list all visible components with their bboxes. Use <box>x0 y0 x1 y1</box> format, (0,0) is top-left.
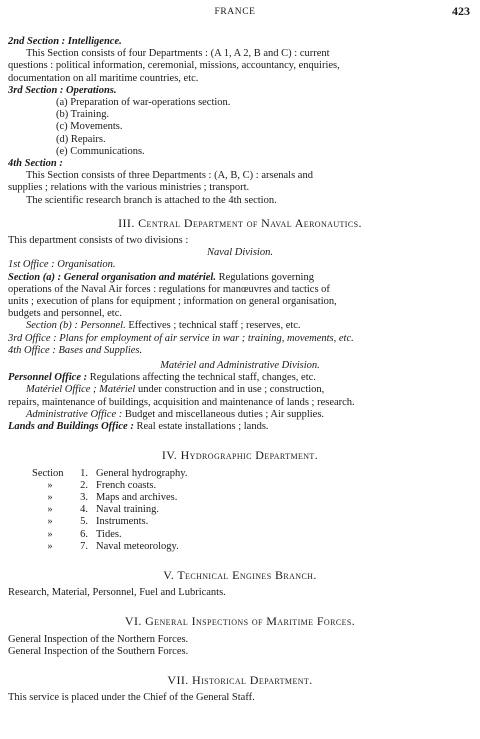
materiel-office-text: under construction and in use ; construction, <box>135 384 325 396</box>
section-a-line-2: operations of the Naval Air forces : regulations for manœuvres and tactics of <box>8 283 330 295</box>
list-item: » 6. Tides. <box>47 528 122 540</box>
operations-item: (c) Movements. <box>56 121 123 133</box>
admin-office-text: Budget and miscellaneous duties ; Air supplies. <box>122 408 325 420</box>
engines-text: Research, Material, Personnel, Fuel and Lubricants. <box>8 587 226 599</box>
intelligence-line-2: questions : political information, ceremonial, missions, accountancy, enquiries, <box>8 60 340 72</box>
list-item: » 5. Instruments. <box>47 516 149 528</box>
lands-office-text: Real estate installations ; lands. <box>133 421 269 433</box>
intelligence-line-3: documentation on all maritime countries, etc. <box>8 72 199 84</box>
aeronautics-intro: This department consists of two divisions : <box>8 235 189 247</box>
section-b-text: Effectives ; technical staff ; reserves, etc. <box>125 320 301 332</box>
fourth-line-1: This Section consists of three Departments : (A, B, C) : arsenals and <box>26 170 313 182</box>
admin-office-label: Administrative Office : <box>26 408 123 420</box>
third-office-label: 3rd Office : Plans for employment of air service in war ; training, movements, etc. <box>8 332 354 344</box>
hydrographic-heading: IV. Hydrographic Department. <box>161 448 319 463</box>
first-office-label: 1st Office : Organisation. <box>8 259 116 271</box>
historical-heading: VII. Historical Department. <box>167 672 313 687</box>
fourth-line-3: The scientific research branch is attached to the 4th section. <box>26 194 277 206</box>
intelligence-line-1: This Section consists of four Departments : (A 1, A 2, B and C) : current <box>26 48 330 60</box>
materiel-division-subheading: Matériel and Administrative Division. <box>160 360 320 372</box>
running-title: FRANCE <box>214 7 256 17</box>
list-item: » 2. French coasts. <box>47 479 157 491</box>
operations-item: (d) Repairs. <box>56 133 106 145</box>
operations-item: (b) Training. <box>56 109 110 121</box>
operations-section-label: 3rd Section : Operations. <box>8 84 117 96</box>
operations-item: (e) Communications. <box>56 145 145 157</box>
section-a-line-3: units ; execution of plans for equipment ; information on general organisation, <box>8 296 337 308</box>
historical-text: This service is placed under the Chief of the General Staff. <box>8 692 255 704</box>
personnel-office-text: Regulations affecting the technical staff, changes, etc. <box>87 372 316 384</box>
engines-heading: V. Technical Engines Branch. <box>163 567 317 582</box>
list-item: » 7. Naval meteorology. <box>47 540 179 552</box>
section-a-label: Section (a) : General organisation and matériel. <box>8 271 216 283</box>
fourth-section-label: 4th Section : <box>8 158 63 170</box>
personnel-office-label: Personnel Office : <box>8 372 88 384</box>
materiel-line-2: repairs, maintenance of buildings, acquisition and maintenance of lands ; research. <box>8 396 355 408</box>
page-number: 423 <box>452 4 470 18</box>
page-body <box>8 36 472 704</box>
operations-item: (a) Preparation of war-operations section. <box>56 97 231 109</box>
section-b-label: Section (b) : Personnel. <box>26 320 126 332</box>
list-item: » 3. Maps and archives. <box>47 491 178 503</box>
hydrographic-section-list <box>8 468 472 553</box>
list-item: » 4. Naval training. <box>47 504 159 516</box>
fourth-office-label: 4th Office : Bases and Supplies. <box>8 344 143 356</box>
list-item: Section 1. General hydrography. <box>32 467 188 479</box>
materiel-office-label: Matériel Office ; Matériel <box>26 384 136 396</box>
inspections-line-1: General Inspection of the Northern Forces. <box>8 633 189 645</box>
inspections-line-2: General Inspection of the Southern Forces. <box>8 645 189 657</box>
aeronautics-heading: III. Central Department of Naval Aeronautics. <box>118 215 362 230</box>
naval-division-subheading: Naval Division. <box>207 247 273 259</box>
page-header <box>0 6 480 20</box>
section-a-line-4: budgets and personnel, etc. <box>8 308 123 320</box>
inspections-heading: VI. General Inspections of Maritime Forces. <box>124 614 356 629</box>
intelligence-section-label: 2nd Section : Intelligence. <box>8 36 122 47</box>
lands-office-label: Lands and Buildings Office : <box>8 421 134 433</box>
fourth-line-2: supplies ; relations with the various ministries ; transport. <box>8 182 250 194</box>
section-a-text: Regulations governing <box>215 271 314 283</box>
